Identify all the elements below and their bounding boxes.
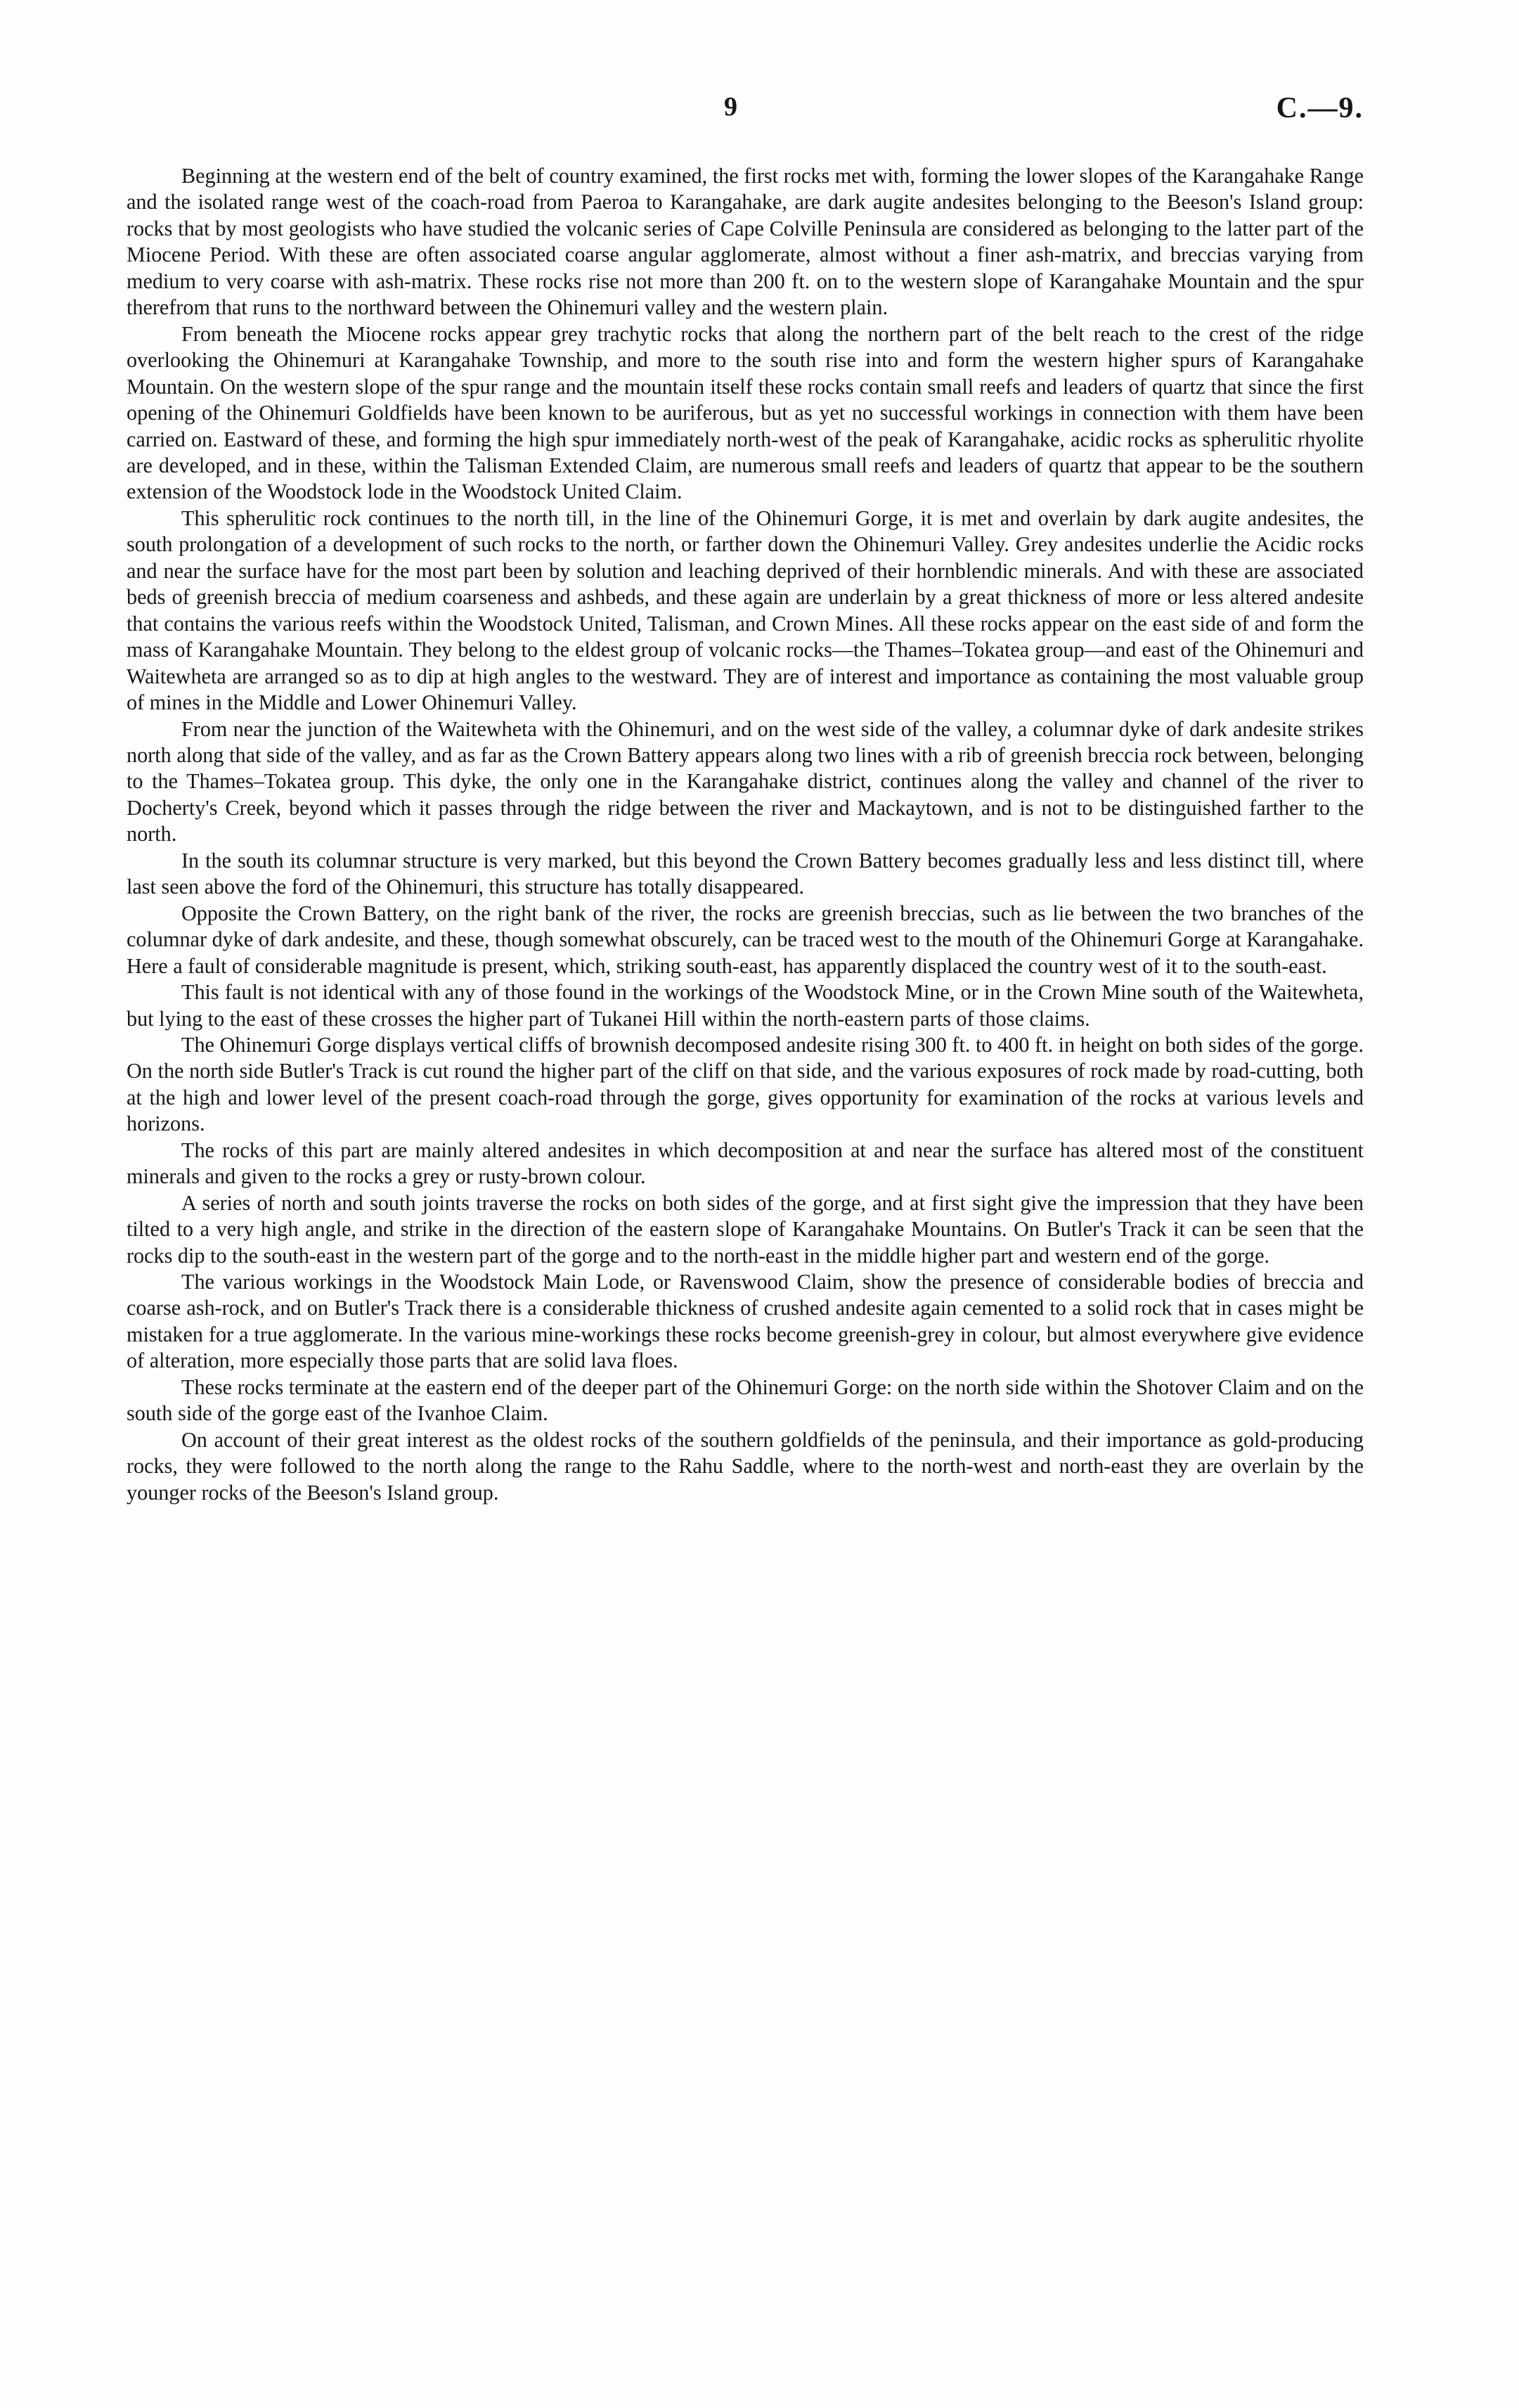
paragraph: This fault is not identical with any of those found in the workings of the Woodstock Mine, or in the Crown Mine south of the Waitewheta, but lying to the east of these crosses the higher part of Tukanei Hill within the north-eastern parts of those claims. [127, 980, 1364, 1031]
paragraph: These rocks terminate at the eastern end of the deeper part of the Ohinemuri Gorge: on the north side within the Shotover Claim and on the south side of the gorge east of the Ivanhoe Claim. [127, 1374, 1364, 1426]
paragraph: The various workings in the Woodstock Main Lode, or Ravenswood Claim, show the presence of considerable bodies of breccia and coarse ash-rock, and on Butler's Track there is a considerable thickness of crushed andesite again cemented to a solid rock that in cases might be mistaken for a true agglomerate. In the various mine-workings these rocks become greenish-grey in colour, but almost everywhere give evidence of alteration, more especially those parts that are solid lava floes. [127, 1270, 1364, 1373]
paragraph: In the south its columnar structure is very marked, but this beyond the Crown Battery becomes gradually less and less distinct till, where last seen above the ford of the Ohinemuri, this structure has totally disappeared. [127, 848, 1364, 899]
paragraph: This spherulitic rock continues to the north till, in the line of the Ohinemuri Gorge, it is met and overlain by dark augite andesites, the south prolongation of a development of such rocks to the north, or farther down the Ohinemuri Valley. Grey andesites underlie the Acidic rocks and near the surface have for the most part been by solution and leaching deprived of their hornblendic minerals. And with these are associated beds of greenish breccia of medium coarseness and ashbeds, and these again are underlain by a great thickness of more or less altered andesite that contains the various reefs within the Woodstock United, Talisman, and Crown Mines. All these rocks appear on the east side of and form the mass of Karangahake Mountain. They belong to the eldest group of volcanic rocks—the Thames–Tokatea group—and east of the Ohinemuri and Waitewheta are arranged so as to dip at high angles to the westward. They are of interest and importance as containing the most valuable group of mines in the Middle and Lower Ohinemuri Valley. [127, 506, 1364, 715]
paragraph: From near the junction of the Waitewheta with the Ohinemuri, and on the west side of the valley, a columnar dyke of dark andesite strikes north along that side of the valley, and as far as the Crown Battery appears along two lines with a rib of greenish breccia rock between, belonging to the Thames–Tokatea group. This dyke, the only one in the Karangahake district, continues along the valley and channel of the river to Docherty's Creek, beyond which it passes through the ridge between the river and Mackaytown, and is not to be distinguished farther to the north. [127, 716, 1364, 846]
paragraph: The rocks of this part are mainly altered andesites in which decomposition at and near the surface has altered most of the constituent minerals and given to the rocks a grey or rusty-brown colour. [127, 1138, 1364, 1189]
paragraph: On account of their great interest as the oldest rocks of the southern goldfields of the peninsula, and their importance as gold-producing rocks, they were followed to the north along the range to the Rahu Saddle, where to the north-west and north-east they are overlain by the younger rocks of the Beeson's Island group. [127, 1427, 1364, 1505]
page-header [127, 91, 1364, 134]
page-number: 9 [724, 92, 737, 122]
paragraph: Beginning at the western end of the belt of country examined, the first rocks met with, forming the lower slopes of the Karangahake Range and the isolated range west of the coach-road from Paeroa to Karangahake, are dark augite andesites belonging to the Beeson's Island group: rocks that by most geologists who have studied the volcanic series of Cape Colville Peninsula are considered as belonging to the latter part of the Miocene Period. With these are often associated coarse angular agglomerate, almost without a finer ash-matrix, and breccias varying from medium to very coarse with ash-matrix. These rocks rise not more than 200 ft. on to the western slope of Karangahake Mountain and the spur therefrom that runs to the northward between the Ohinemuri valley and the western plain. [127, 164, 1364, 320]
paragraph: A series of north and south joints traverse the rocks on both sides of the gorge, and at first sight give the impression that they have been tilted to a very high angle, and strike in the direction of the eastern slope of Karangahake Mountains. On Butler's Track it can be seen that the rocks dip to the south-east in the western part of the gorge and to the north-east in the middle higher part and western end of the gorge. [127, 1190, 1364, 1268]
paragraph: The Ohinemuri Gorge displays vertical cliffs of brownish decomposed andesite rising 300 ft. to 400 ft. in height on both sides of the gorge. On the north side Butler's Track is cut round the higher part of the cliff on that side, and the various exposures of rock made by road-cutting, both at the high and lower level of the present coach-road through the gorge, gives opportunity for examination of the rocks at various levels and horizons. [127, 1032, 1364, 1136]
paragraph: Opposite the Crown Battery, on the right bank of the river, the rocks are greenish breccias, such as lie between the two branches of the columnar dyke of dark andesite, and these, though somewhat obscurely, can be traced west to the mouth of the Ohinemuri Gorge at Karangahake. Here a fault of considerable magnitude is present, which, striking south-east, has apparently displaced the country west of it to the south-east. [127, 901, 1364, 978]
paragraph: From beneath the Miocene rocks appear grey trachytic rocks that along the northern part of the belt reach to the crest of the ridge overlooking the Ohinemuri at Karangahake Township, and more to the south rise into and form the western higher spurs of Karangahake Mountain. On the western slope of the spur range and the mountain itself these rocks contain small reefs and leaders of quartz that since the first opening of the Ohinemuri Goldfields have been known to be auriferous, but as yet no successful workings in connection with them have been carried on. Eastward of these, and forming the high spur immediately north-west of the peak of Karangahake, acidic rocks as spherulitic rhyolite are developed, and in these, within the Talisman Extended Claim, are numerous small reefs and leaders of quartz that appear to be the southern extension of the Woodstock lode in the Woodstock United Claim. [127, 321, 1364, 504]
body-text [127, 163, 1364, 1506]
paper-code: C.—9. [1276, 92, 1364, 124]
